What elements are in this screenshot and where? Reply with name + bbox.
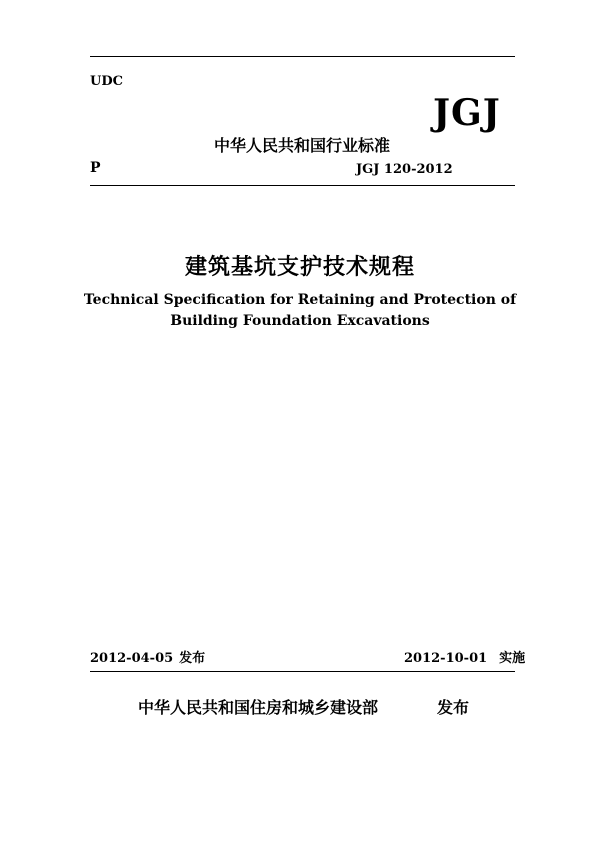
implement-date: 2012-10-01 <box>404 651 488 666</box>
issue-date-block <box>90 647 205 666</box>
title-chinese: 建筑基坑支护技术规程 <box>184 255 415 280</box>
implement-label: 实施 <box>499 651 526 666</box>
standard-number: JGJ 120-2012 <box>356 162 453 177</box>
udc-label: UDC <box>90 74 123 89</box>
title-english-line-1: Technical Specification for Retaining and Protection of <box>83 292 517 308</box>
header-rule <box>90 185 515 186</box>
title-english-line-2: Building Foundation Excavations <box>170 313 430 329</box>
issue-date: 2012-04-05 <box>90 651 174 666</box>
issue-label: 发布 <box>179 651 206 666</box>
publisher: 中华人民共和国住房和城乡建设部 <box>138 698 379 717</box>
publish-label: 发布 <box>437 698 470 717</box>
top-rule <box>90 56 515 57</box>
class-letter: P <box>90 160 101 176</box>
standard-type: 中华人民共和国行业标准 <box>214 136 391 155</box>
footer-rule <box>90 671 515 672</box>
implement-date-block <box>404 647 525 666</box>
jgj-logo: JGJ <box>433 92 501 134</box>
